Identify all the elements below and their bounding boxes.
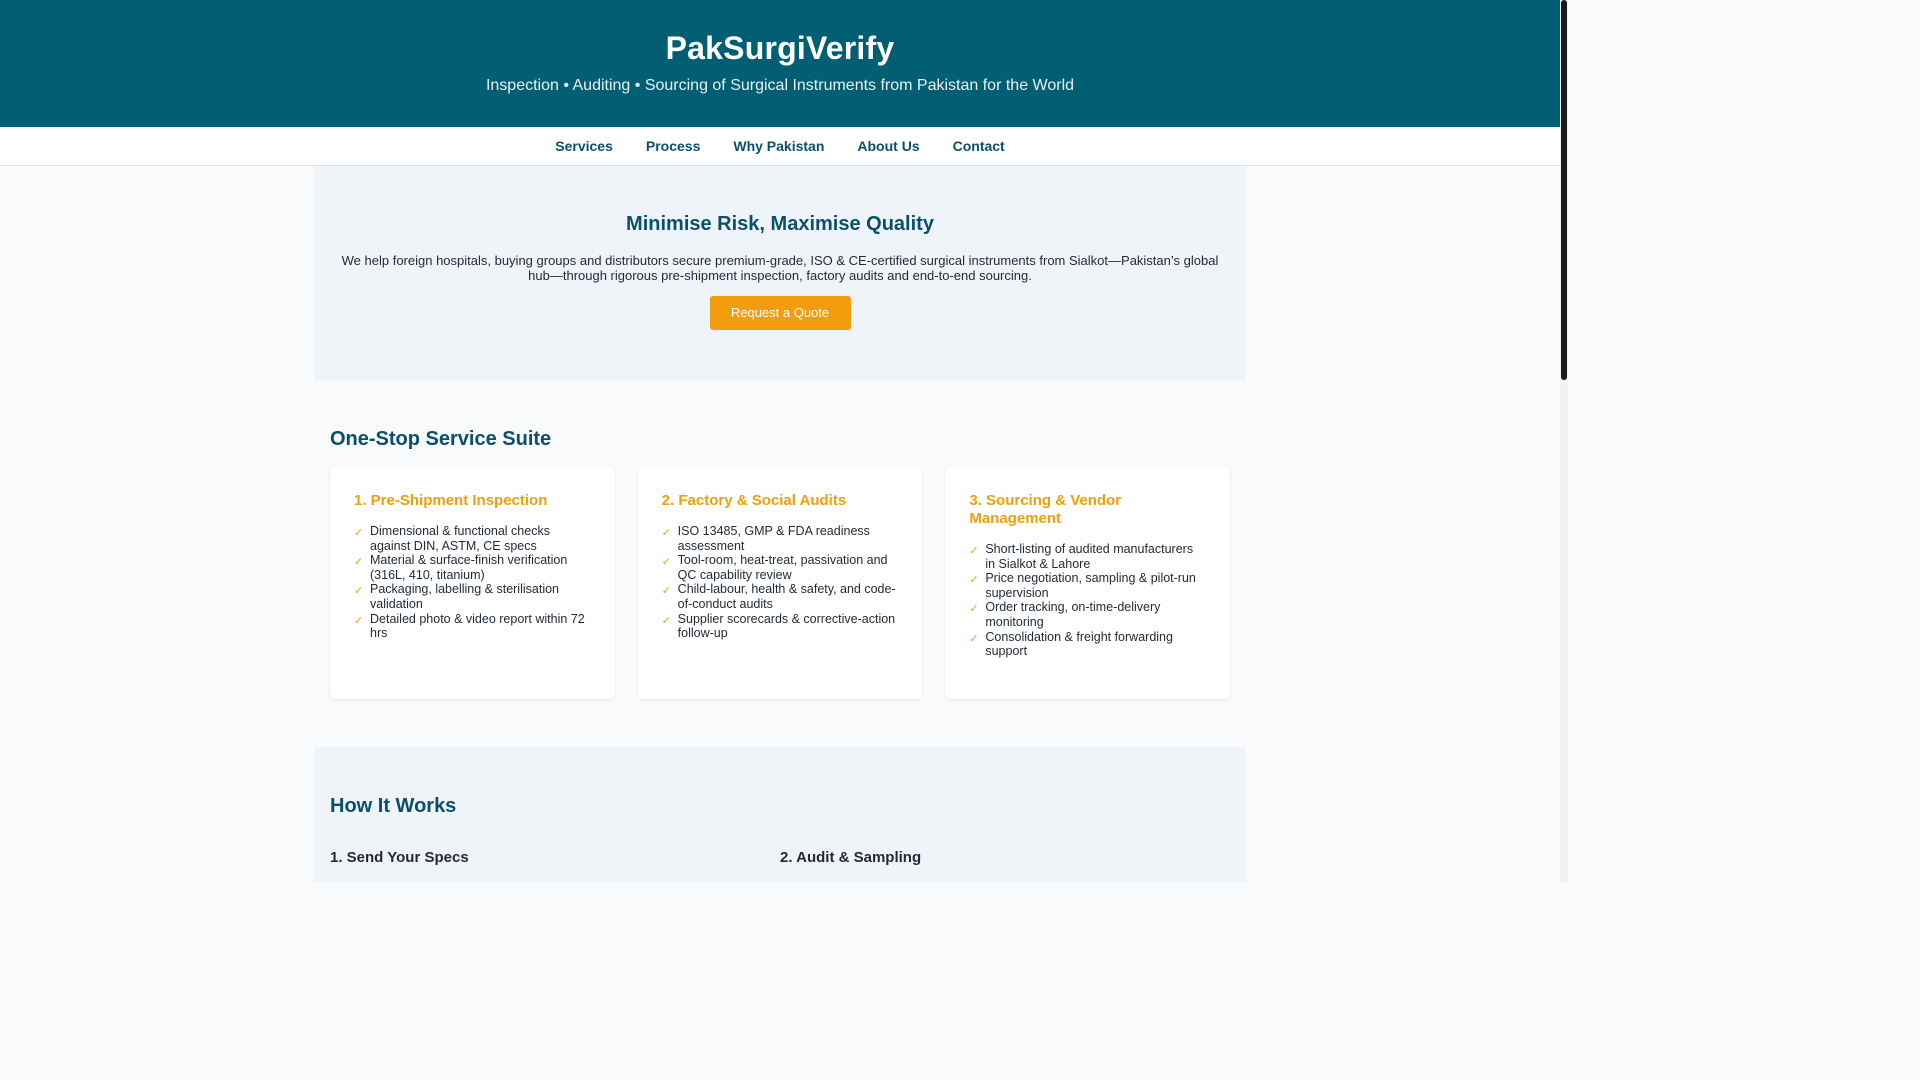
nav-link-why-pakistan[interactable]: Why Pakistan	[733, 138, 825, 154]
process-steps	[330, 849, 1230, 866]
list-item	[662, 582, 899, 611]
services-title: One-Stop Service Suite	[330, 428, 552, 450]
list-item	[969, 571, 1206, 600]
page-scrollbar[interactable]	[1560, 0, 1568, 882]
list-item-text: Consolidation & freight forwarding support	[985, 629, 1173, 659]
list-item	[662, 553, 899, 582]
list-item	[354, 582, 591, 611]
list-item-text: ISO 13485, GMP & FDA readiness assessment	[677, 524, 870, 553]
main-nav	[0, 127, 1560, 166]
list-item	[354, 553, 591, 582]
service-list	[969, 542, 1206, 659]
list-item	[969, 542, 1206, 571]
hero-section	[314, 166, 1246, 380]
check-icon: ✓	[969, 574, 979, 587]
site-header	[0, 0, 1560, 127]
check-icon: ✓	[354, 614, 364, 627]
check-icon: ✓	[661, 527, 671, 539]
process-step-title: 2. Audit & Sampling	[780, 849, 922, 866]
list-item	[969, 630, 1206, 659]
service-card-title: 2. Factory & Social Audits	[661, 492, 847, 509]
process-step-title: 1. Send Your Specs	[330, 849, 469, 866]
check-icon: ✓	[969, 632, 979, 645]
list-item-text: Short-listing of audited manufacturers in Sialkot & Lahore	[985, 542, 1194, 571]
list-item-text: Packaging, labelling & sterilisation validation	[370, 582, 559, 611]
list-item	[662, 612, 899, 641]
nav-link-about-us[interactable]: About Us	[857, 138, 920, 154]
check-icon: ✓	[354, 556, 364, 569]
list-item-text: Dimensional & functional checks against DIN, ASTM, CE specs	[370, 524, 550, 553]
service-list	[662, 524, 899, 641]
service-card-title: 1. Pre-Shipment Inspection	[354, 492, 548, 509]
list-item-text: Price negotiation, sampling & pilot-run supervision	[985, 571, 1196, 600]
service-list	[354, 524, 591, 641]
service-card-audits	[638, 467, 923, 699]
check-icon: ✓	[354, 585, 364, 598]
nav-link-process[interactable]: Process	[645, 138, 701, 154]
nav-link-services[interactable]: Services	[555, 138, 613, 154]
check-icon: ✓	[969, 603, 979, 616]
check-icon: ✓	[661, 556, 671, 569]
brand-title[interactable]: PakSurgiVerify	[665, 30, 895, 66]
scrollbar-thumb[interactable]	[1561, 0, 1567, 380]
list-item	[969, 600, 1206, 629]
service-card-title: 3. Sourcing & Vendor Management	[969, 492, 1122, 527]
list-item-text: Order tracking, on-time-delivery monitoring	[985, 600, 1161, 629]
how-it-works-title: How It Works	[330, 795, 457, 817]
hero-title: Minimise Risk, Maximise Quality	[626, 213, 934, 235]
list-item	[354, 524, 591, 553]
list-item-text: Supplier scorecards & corrective-action follow-up	[677, 611, 896, 641]
list-item	[662, 524, 899, 553]
list-item-text: Material & surface-finish verification (316L, 410, titanium)	[370, 553, 568, 582]
check-icon: ✓	[661, 585, 671, 598]
list-item	[354, 612, 591, 641]
how-it-works-section	[314, 747, 1246, 882]
list-item-text: Tool-room, heat-treat, passivation and QC capability review	[677, 553, 888, 582]
brand-tagline: Inspection • Auditing • Sourcing of Surgical Instruments from Pakistan for the World	[485, 77, 1075, 94]
list-item-text: Child-labour, health & safety, and code-of-conduct audits	[677, 582, 896, 611]
request-quote-button[interactable]: Request a Quote	[710, 296, 851, 330]
hero-description: We help foreign hospitals, buying groups and distributors secure premium-grade, ISO & CE-certified surgical instruments from Sialkot—Pakistan’s global hub—through rigorous pre-shipment inspection, factory audits and end-to-end sourcing.	[341, 253, 1219, 283]
check-icon: ✓	[354, 527, 364, 539]
service-card-sourcing	[945, 467, 1230, 699]
services-section	[314, 380, 1246, 699]
service-cards	[330, 467, 1230, 699]
check-icon: ✓	[969, 545, 979, 557]
check-icon: ✓	[661, 614, 671, 627]
service-card-inspection	[330, 467, 615, 699]
nav-link-contact[interactable]: Contact	[952, 138, 1005, 154]
list-item-text: Detailed photo & video report within 72 hrs	[370, 611, 585, 641]
